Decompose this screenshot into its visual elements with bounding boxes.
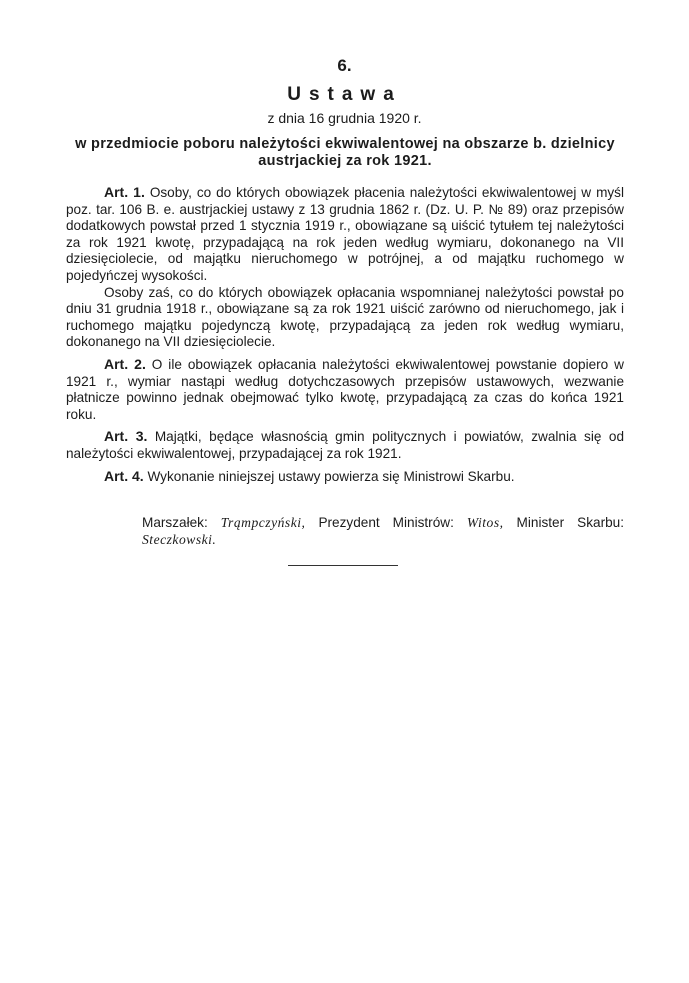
article-2-label: Art. 2. [104,355,146,372]
article-4-label: Art. 4. [104,467,144,484]
document-type-heading: Ustawa [287,84,402,105]
document-body [66,184,624,490]
article-1-paragraph-2 [66,285,624,351]
document-subject: w przedmiocie poboru należytości ekwiwalentowej na obszarze b. dzielnicy austrjackiej za rok 1921. [75,136,615,169]
article-3-text: Majątki, będące własnością gmin politycznych i powiatów, zwalnia się od należytości ekwiwalentowej, przypadającej za rok 1921. [66,429,624,461]
marshal-label: Marszałek: [142,515,208,530]
article-3-label: Art. 3. [104,428,148,445]
prime-minister-label: Prezydent Ministrów: [318,515,454,530]
document-date: z dnia 16 grudnia 1920 r. [267,110,422,126]
signatures-block [142,515,624,548]
article-4-paragraph [66,468,624,486]
article-1-paragraph-1 [66,184,624,285]
end-divider [288,565,398,566]
marshal-signature: Trąmpczyński, [220,515,306,530]
article-1-text-1: Osoby, co do których obowiązek płacenia należytości ekwiwalentowej w myśl poz. tar. 106 B. e. austrjackiej ustawy z 13 grudnia 1862 r. (Dz. U. P. № 89) oraz przepisów dodatkowych powstał przed 1 stycznia 1919 r., obowiązane są uiścić tytułem tej należytości za rok 1921 kwotę, przypadającą na rok jeden według wymiaru, dokonanego na VII dziesięciolecie, od majątku nieruchomego w potrójnej, a od majątku ruchomego w pojedyńczej wysokości. [66,185,625,283]
document-number: 6. [337,56,352,75]
article-1-text-2: Osoby zaś, co do których obowiązek opłacania wspomnianej należytości powstał po dniu 31 grudnia 1918 r., obowiązane są za rok 1921 uiścić zarówno od nieruchomego, jak i ruchomego majątku pojedynczą kwotę, przypadającą za jeden rok według wymiaru, dokonanego na VII dziesięciolecie. [66,284,624,350]
treasury-minister-signature: Steczkowski. [142,531,217,547]
article-4-text: Wykonanie niniejszej ustawy powierza się Ministrowi Skarbu. [147,468,515,484]
article-1-label: Art. 1. [104,184,145,200]
article-3-paragraph [66,428,624,462]
prime-minister-signature: Witos, [466,515,504,530]
treasury-minister-label: Minister Skarbu: [516,515,625,530]
article-2-paragraph [66,356,624,423]
article-2-text: O ile obowiązek opłacania należytości ekwiwalentowej powstanie dopiero w 1921 r., wymiar nastąpi według dotychczasowych przepisów ustawowych, wezwanie płatnicze powinno jednak obejmować tylko kwotę, przypadającą za czas do końca 1921 roku. [66,356,624,422]
